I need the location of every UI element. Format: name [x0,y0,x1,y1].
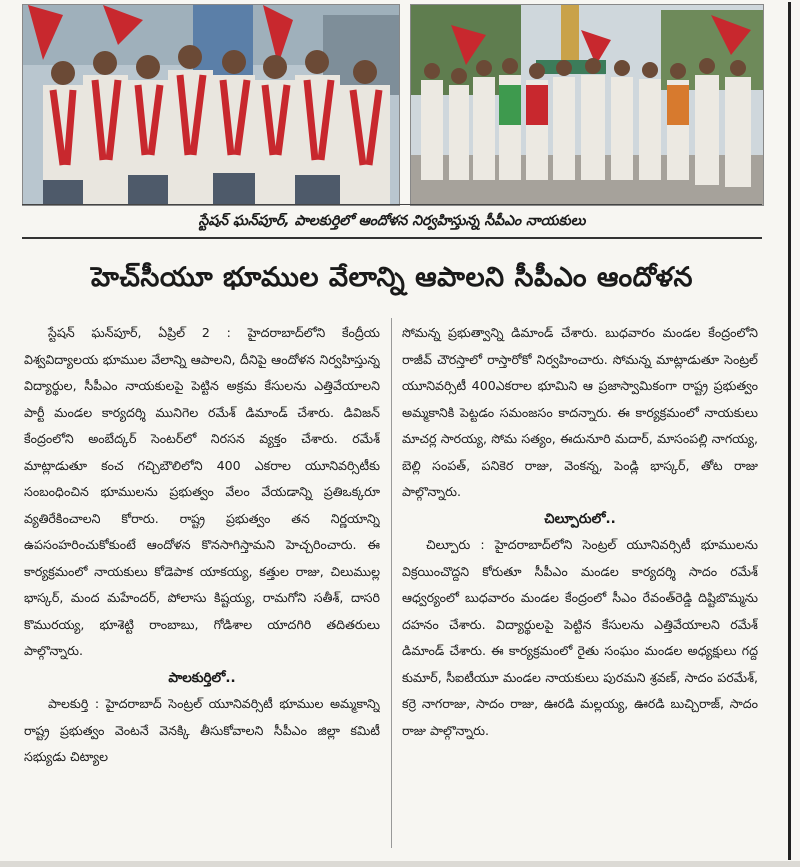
article-paragraph: స్టేషన్ ఘన్‌పూర్, ఏప్రిల్ 2 : హైదరాబాద్‌లోని కేంద్రీయ విశ్వవిద్యాలయ భూముల వేలాన్ని ఆపాలని, దీనిపై ఆందోళన నిర్వహిస్తున్న విద్యార్థుల, సీపీఎం నాయకులపై పెట్టిన అక్రమ కేసులను ఎత్తివేయాలని పార్టీ మండల కార్యదర్శి మునిగెల రమేశ్ డిమాండ్ చేశారు. డివిజన్ కేంద్రంలోని అంబేద్కర్ సెంటర్‌లో నిరసన వ్యక్తం చేశారు. రమేశ్ మాట్లాడుతూ కంచ గచ్చిబౌలిలోని 400 ఎకరాల యూనివర్సిటీకు సంబంధించిన భూములను ప్రభుత్వం వేలం వేయడాన్ని ప్రతిఒక్కరూ వ్యతిరేకించాలని కోరారు. రాష్ట్ర ప్రభుత్వం తన నిర్ణయాన్ని ఉపసంహరించుకోకుంటే ఆందోళన కొనసాగిస్తామని హెచ్చరించారు. ఈ కార్యక్రమంలో నాయకులు కోడెపాక యాకయ్య, కత్తుల రాజు, చిలుముల్ల భాస్కర్, మంద మహేందర్, పోలాసు కిష్టయ్య, రామగోని సతీశ్, దాసరి కొమురయ్య, భూశెట్టి రాంబాబు, గోడిశాల యాదగిరి తదితరులు పాల్గొన్నారు. [24,325,380,658]
protest-photo-right [410,4,764,206]
protest-photo-left [22,4,400,206]
article-headline: హెచ్‌సీయూ భూముల వేలాన్ని ఆపాలని సీపీఎం ఆందోళన [91,262,693,293]
article-column-right [402,320,758,850]
page-bottom-strip [0,861,800,867]
article-paragraph: చిల్పూరు : హైదరాబాద్‌లోని సెంట్రల్ యూనివర్సిటీ భూములను విక్రయించొద్దని కోరుతూ సీపీఎం మండల కార్యదర్శి సాదం రమేశ్ ఆధ్వర్యంలో బుధవారం మండల కేంద్రంలో సీఎం రేవంత్‌రెడ్డి దిష్టిబొమ్మను దహనం చేశారు. విద్యార్థులపై పెట్టిన కేసులను ఎత్తివేయాలని రమేశ్ డిమాండ్ చేశారు. ఈ కార్యక్రమంలో రైతు సంఘం మండల అధ్యక్షులు గద్ద కుమార్, సీఐటీయూ మండల నాయకులు పురమని శ్రవణ్, సాదం పరమేశ్, కర్రె నాగరాజు, సాదం రాజు, ఊరడి మల్లయ్య, ఊరడి బుచ్చిరాజ్, సాదం రాజు పాల్గొన్నారు. [402,537,758,738]
article-paragraph: పాలకుర్తి : హైదరాబాద్ సెంట్రల్ యూనివర్సిటీ భూముల అమ్మకాన్ని రాష్ట్ర ప్రభుత్వం వెంటనే వెనక్కి తీసుకోవాలని సీపీఎం జిల్లా కమిటీ సభ్యుడు చిట్యాల [24,696,380,764]
article-subheading: చిల్పూరులో.. [544,510,616,527]
photo-caption: స్టేషన్ ఘన్‌పూర్, పాలకుర్తిలో ఆందోళన నిర్వహిస్తున్న సీపీఎం నాయకులు [22,204,762,239]
article-paragraph: సోమన్న ప్రభుత్వాన్ని డిమాండ్ చేశారు. బుధవారం మండల కేంద్రంలోని రాజీవ్ చౌరస్తాలో రాస్తారోకో నిర్వహించారు. సోమన్న మాట్లాడుతూ సెంట్రల్ యూనివర్సిటీ 400ఎకరాల భూమిని ఆ ప్రజాస్వామికంగా రాష్ట్ర ప్రభుత్వం అమ్మకానికి పెట్టడం సమంజసం కాదన్నారు. ఈ కార్యక్రమంలో నాయకులు మాచర్ల సారయ్య, సోమ సత్యం, ఈదునూరి మదార్, మాసంపల్లి నాగయ్య, బెల్లి సంపత్, పనికెర రాజు, వెంకన్న, పెండ్లి భాస్కర్, తోట రాజు పాల్గొన్నారు. [402,325,758,499]
article-subheading: పాలకుర్తిలో.. [168,669,236,686]
article-column-left [24,320,380,850]
column-divider [391,318,392,848]
